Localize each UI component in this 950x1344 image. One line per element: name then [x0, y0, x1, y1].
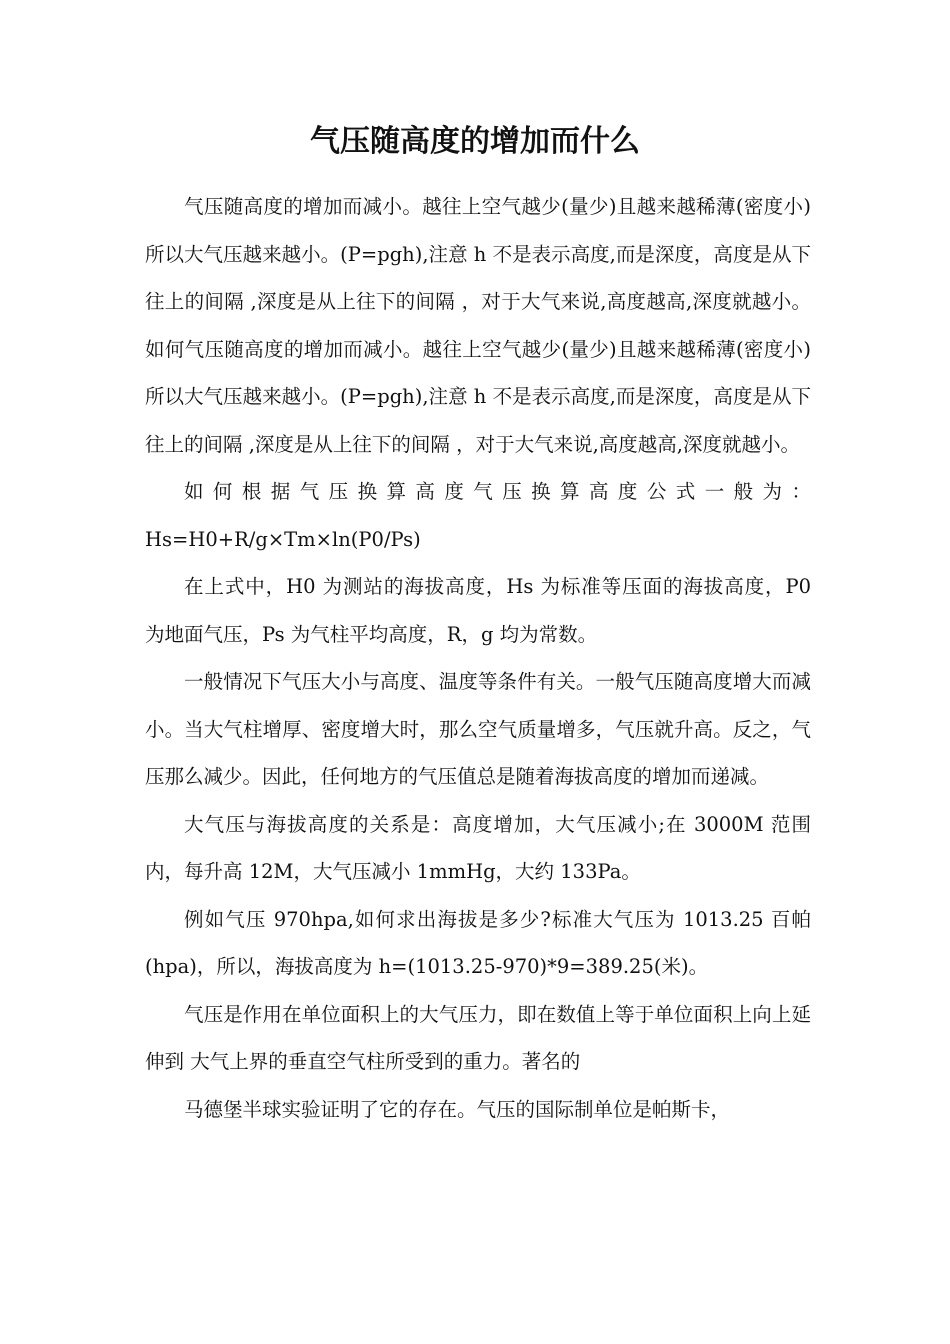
- document-title: 气压随高度的增加而什么: [310, 124, 640, 159]
- paragraph: 气压是作用在单位面积上的大气压力，即在数值上等于单位面积上向上延伸到 大气上界的垂直空气柱所受到的重力。著名的: [145, 1002, 811, 1073]
- paragraph: 马德堡半球实验证明了它的存在。气压的国际制单位是帕斯卡，: [184, 1097, 731, 1121]
- paragraph: 气压随高度的增加而减小。越往上空气越少(量少)且越来越稀薄(密度小)所以大气压越来越小。(P=pgh),注意 h 不是表示高度,而是深度，高度是从下往上的间隔 ,深度是从上往下的间隔 ，对于大气来说,高度越高,深度就越小。如何气压随高度的增加而减小。越往上空气越少(量少)且越来越稀薄(密度小)所以大气压越来越小。(P=pgh),注意 h 不是表示高度,而是深度，高度是从下往上的间隔 ,深度是从上往下的间隔 ，对于大气来说,高度越高,深度就越小。: [145, 195, 811, 456]
- document-body: [145, 183, 811, 1133]
- paragraph: 在上式中，H0 为测站的海拔高度，Hs 为标准等压面的海拔高度，P0 为地面气压，Ps 为气柱平均高度，R，g 均为常数。: [145, 575, 811, 646]
- paragraph: 如何根据气压换算高度气压换算高度公式一般为：Hs=H0+R/g×Tm×ln(P0/Ps): [145, 480, 811, 551]
- paragraph: 一般情况下气压大小与高度、温度等条件有关。一般气压随高度增大而减小。当大气柱增厚、密度增大时，那么空气质量增多，气压就升高。反之，气压那么减少。因此，任何地方的气压值总是随着海拔高度的增加而递减。: [145, 670, 811, 788]
- paragraph: 例如气压 970hpa,如何求出海拔是多少?标准大气压为 1013.25 百帕(hpa)，所以，海拔高度为 h=(1013.25-970)*9=389.25(米)。: [145, 907, 811, 978]
- paragraph: 大气压与海拔高度的关系是：高度增加，大气压减小;在 3000M 范围内，每升高 12M，大气压减小 1mmHg，大约 133Pa。: [145, 812, 811, 883]
